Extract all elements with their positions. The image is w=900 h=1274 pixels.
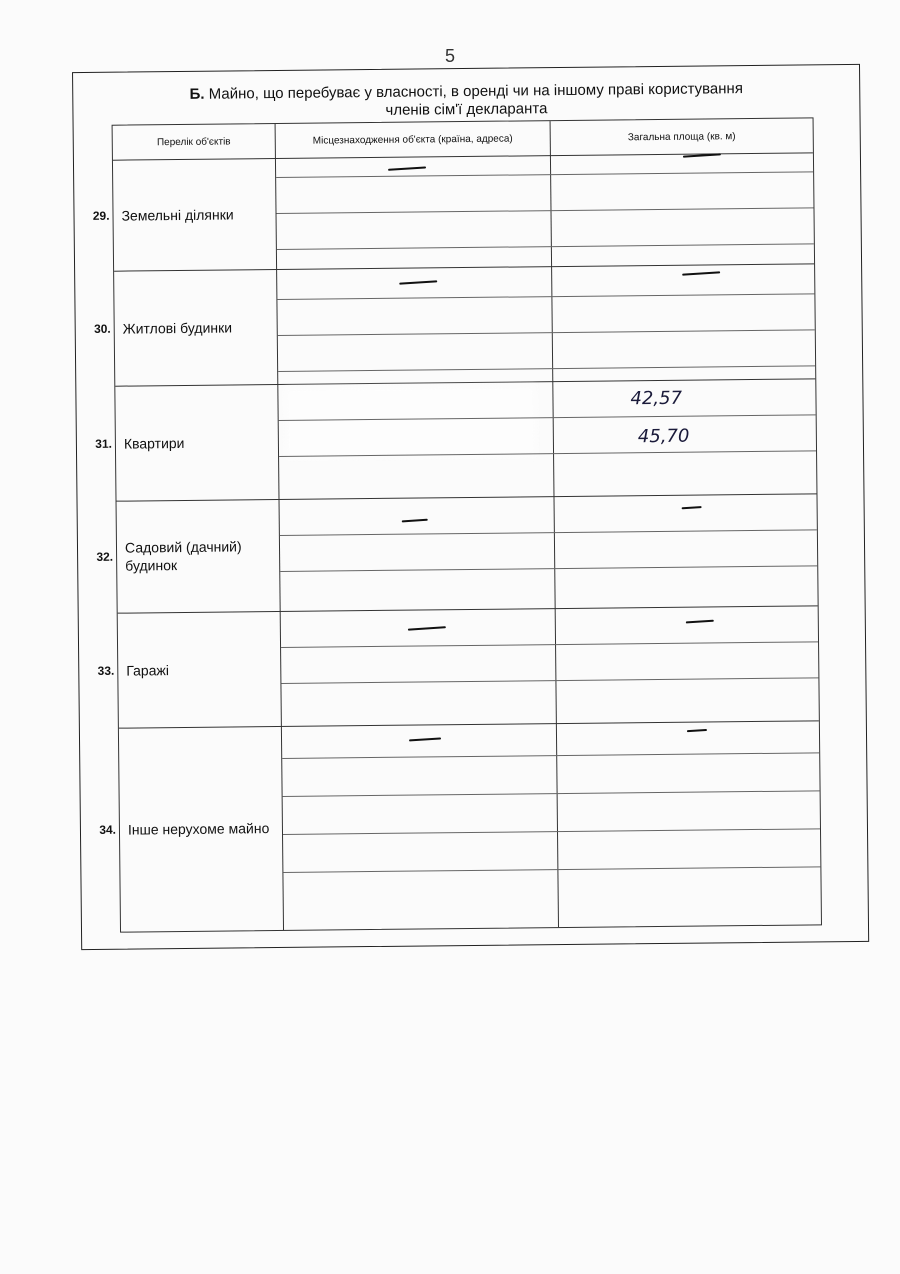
row-label: Земельні ділянки bbox=[121, 206, 234, 224]
section-title-line2: членів сім'ї декларанта bbox=[385, 100, 548, 119]
row-label: Садовий (дачний) будинок bbox=[124, 538, 242, 574]
row-label: Квартири bbox=[123, 434, 185, 452]
property-table bbox=[92, 117, 822, 932]
table-row bbox=[280, 565, 817, 612]
area-value: 45,70 bbox=[637, 425, 690, 448]
empty-dash bbox=[409, 737, 441, 741]
row-number: 33. bbox=[97, 663, 115, 678]
empty-dash bbox=[686, 620, 714, 623]
table-group-apartments bbox=[95, 378, 816, 501]
row-label: Гаражі bbox=[126, 661, 170, 679]
empty-dash bbox=[682, 506, 702, 509]
area-value: 42,57 bbox=[630, 387, 683, 410]
page-number: 5 bbox=[444, 46, 455, 66]
empty-dash bbox=[682, 271, 720, 275]
table-group-houses bbox=[93, 263, 815, 386]
table-row bbox=[283, 866, 820, 911]
empty-dash bbox=[402, 519, 428, 522]
row-label: Житлові будинки bbox=[122, 318, 233, 337]
row-number: 29. bbox=[92, 208, 110, 223]
empty-dash bbox=[683, 153, 721, 157]
row-label: Інше нерухоме майно bbox=[127, 820, 270, 838]
table-group-other-property bbox=[99, 720, 821, 931]
header-location: Місцезнаходження об'єкта (країна, адреса) bbox=[276, 121, 551, 159]
row-number: 32. bbox=[96, 549, 114, 564]
row-number: 31. bbox=[95, 436, 112, 451]
table-group-garden-house bbox=[96, 493, 818, 613]
section-letter: Б. bbox=[189, 85, 205, 103]
form-frame bbox=[72, 64, 869, 950]
section-title bbox=[73, 79, 859, 123]
section-title-line1: Майно, що перебуває у власності, в оренді чи на іншому праві користування bbox=[208, 80, 743, 103]
table-group-garages bbox=[97, 605, 819, 728]
empty-dash bbox=[388, 166, 426, 170]
header-objects: Перелік об'єктів bbox=[113, 124, 276, 161]
row-number: 30. bbox=[93, 321, 111, 336]
table-group-land bbox=[92, 153, 814, 271]
empty-dash bbox=[408, 626, 446, 630]
empty-dash bbox=[399, 280, 437, 284]
row-number: 34. bbox=[99, 822, 117, 837]
empty-dash bbox=[687, 729, 707, 732]
table-row bbox=[279, 450, 816, 500]
table-row bbox=[281, 677, 818, 727]
header-area: Загальна площа (кв. м) bbox=[551, 118, 813, 156]
